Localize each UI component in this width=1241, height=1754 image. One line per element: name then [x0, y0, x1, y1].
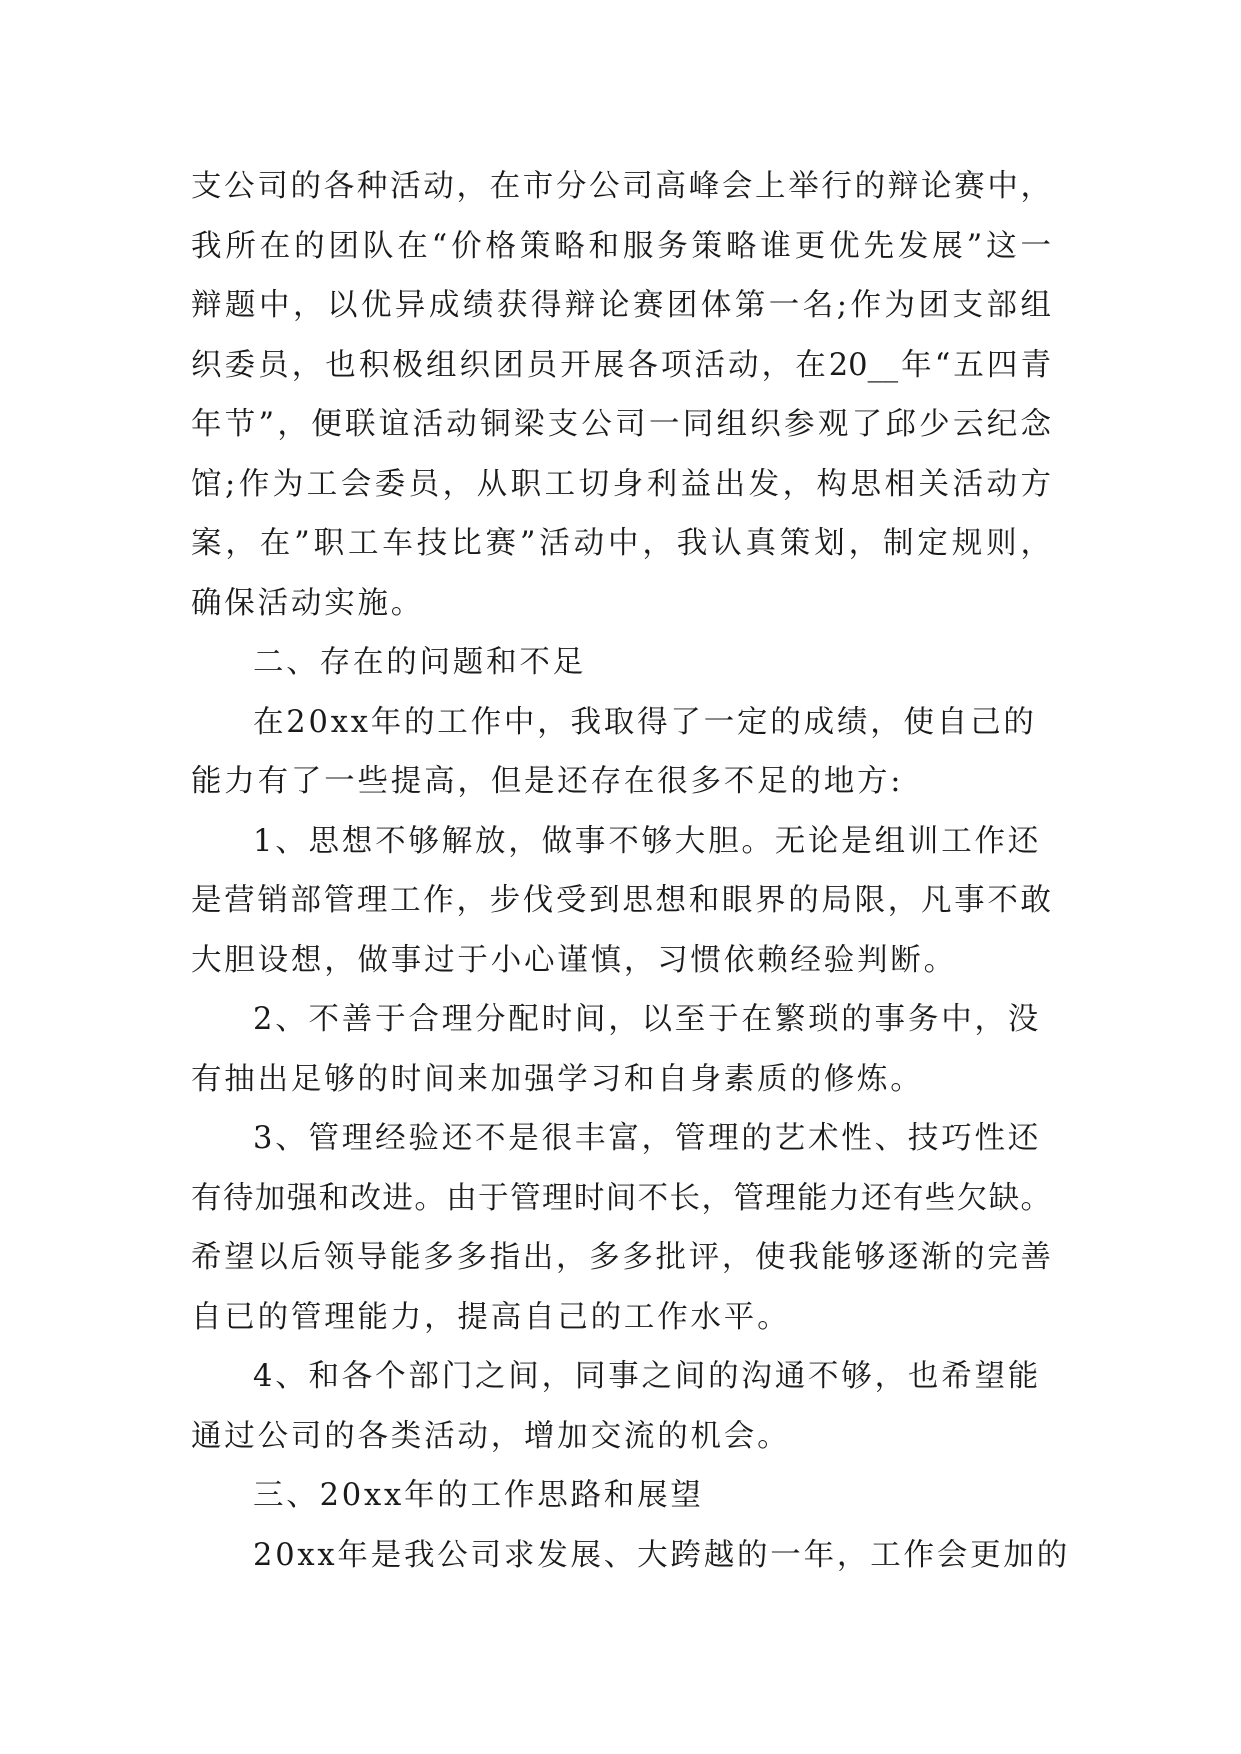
- list-item-text: 3、管理经验还不是很丰富，管理的艺术性、技巧性还: [253, 1121, 1042, 1156]
- text-line: 能力有了一些提高，但是还存在很多不足的地方:: [191, 764, 904, 799]
- body-text: [191, 157, 1071, 1585]
- text-line: 织委员，也积极组织团员开展各项活动，在20__年“五四青: [191, 347, 1051, 383]
- text-line: 有待加强和改进。由于管理时间不长，管理能力还有些欠缺。: [191, 1180, 1051, 1216]
- text-line: 希望以后领导能多多指出，多多批评，使我能够逐渐的完善: [191, 1240, 1051, 1275]
- text-line: 确保活动实施。: [191, 585, 425, 621]
- text-line: 案，在”职工车技比赛”活动中，我认真策划，制定规则，: [191, 526, 1051, 561]
- text-line: 通过公司的各类活动，增加交流的机会。: [191, 1418, 791, 1454]
- text-line: 大胆设想，做事过于小心谨慎，习惯依赖经验判断。: [191, 942, 957, 978]
- section-heading: 二、存在的问题和不足: [253, 645, 586, 680]
- text-line: 在20xx年的工作中，我取得了一定的成绩，使自己的: [253, 704, 1037, 740]
- text-line: 20xx年是我公司求发展、大跨越的一年，工作会更加的: [253, 1537, 1071, 1573]
- text-line: 支公司的各种活动，在市分公司高峰会上举行的辩论赛中，: [191, 169, 1051, 204]
- text-line: 辩题中，以优异成绩获得辩论赛团体第一名;作为团支部组: [191, 288, 1051, 323]
- section-heading: 三、20xx年的工作思路和展望: [253, 1478, 704, 1513]
- text-line: 馆;作为工会委员，从职工切身利益出发，构思相关活动方: [191, 466, 1051, 502]
- list-item-text: 2、不善于合理分配时间，以至于在繁琐的事务中，没: [253, 1002, 1042, 1037]
- list-item-text: 1、思想不够解放，做事不够大胆。无论是组训工作还: [253, 823, 1042, 859]
- text-line: 我所在的团队在“价格策略和服务策略谁更优先发展”这一: [191, 228, 1051, 264]
- text-line: 有抽出足够的时间来加强学习和自身素质的修炼。: [191, 1061, 924, 1097]
- text-line: 是营销部管理工作，步伐受到思想和眼界的局限，凡事不敢: [191, 883, 1051, 918]
- text-line: 年节”，便联谊活动铜梁支公司一同组织参观了邱少云纪念: [191, 407, 1051, 442]
- text-line: 自已的管理能力，提高自己的工作水平。: [191, 1299, 791, 1335]
- list-item-text: 4、和各个部门之间，同事之间的沟通不够，也希望能: [253, 1359, 1042, 1394]
